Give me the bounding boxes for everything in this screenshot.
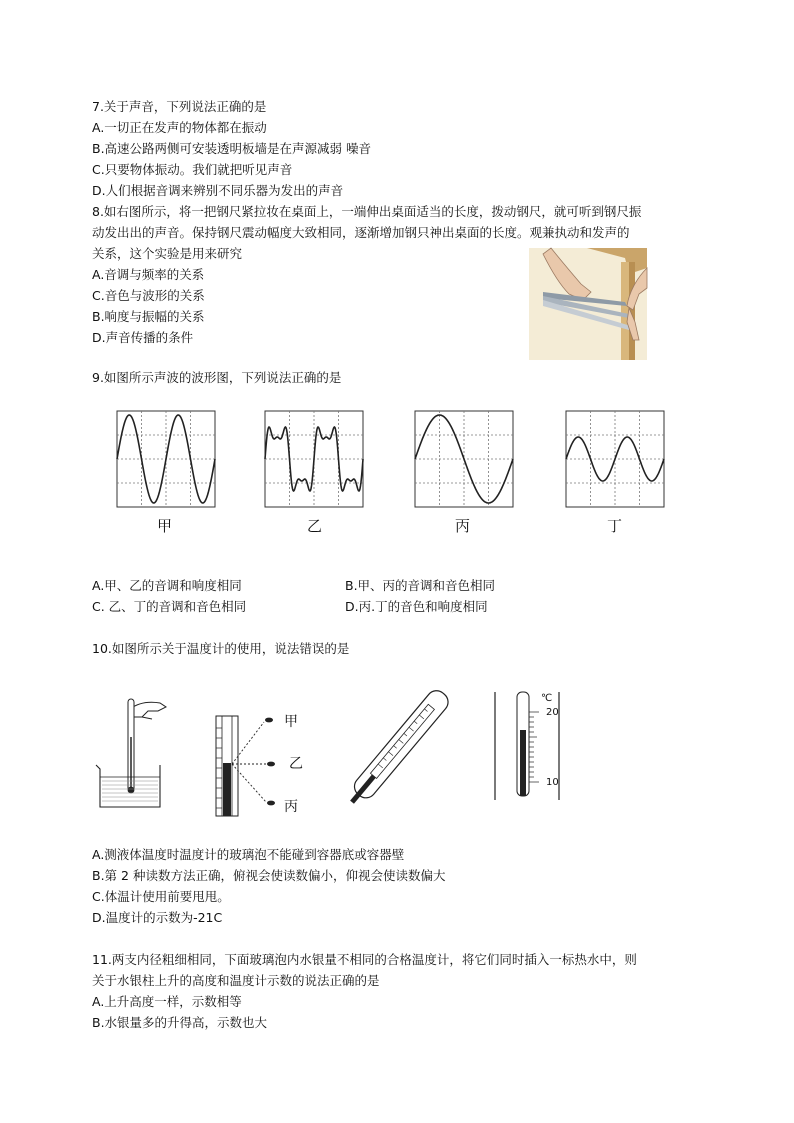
wave-label-ding: 丁 [607,517,623,535]
q8-stem-line-3: 关系，这个实验是用来研究 [92,246,243,261]
q8-stem-line-1: 8.如右图所示，将一把钢尺紧拉妆在桌面上，一端伸出桌面适当的长度，拨动钢尺，就可听到钢尺振 [92,204,642,219]
eye-label-jia: 甲 [284,714,298,730]
q9-option-d: D.丙.丁的音色和响度相同 [345,599,488,614]
q10-option-a: A.测液体温度时温度计的玻璃泡不能碰到容器底或容器壁 [92,847,405,862]
q10-option-c: C.体温计使用前要甩甩。 [92,889,230,904]
waveform-bing [415,411,513,507]
q9-option-c: C. 乙、丁的音调和音色相同 [92,599,247,614]
thermometer-in-beaker-illustration [92,697,172,809]
q7-option-a: A.一切正在发声的物体都在振动 [92,120,267,135]
q11-option-b: B.水银量多的升得高，示数也大 [92,1015,268,1030]
q7-stem: 7.关于声音，下列说法正确的是 [92,99,267,114]
ruler-experiment-illustration [529,248,647,360]
waveform-ding [566,411,664,507]
q9-option-a: A.甲、乙的音调和响度相同 [92,578,242,593]
q7-option-b: B.高速公路两侧可安装透明板墙是在声源减弱 噪音 [92,141,372,156]
q11-stem-line-2: 关于水银柱上升的高度和温度计示数的说法正确的是 [92,973,380,988]
q10-option-b: B.第 2 种读数方法正确，俯视会使读数偏小，仰视会使读数偏大 [92,868,446,883]
q8-option-b: B.响度与振幅的关系 [92,309,205,324]
q7-option-d: D.人们根据音调来辨别不同乐器为发出的声音 [92,183,344,198]
q8-option-d: D.声音传播的条件 [92,330,194,345]
waveform-yi [265,411,363,507]
q8-option-c: C.音色与波形的关系 [92,288,205,303]
scale-label-20: 20 [546,707,559,718]
scale-label-10: 10 [546,777,559,788]
wave-label-yi: 乙 [307,517,323,535]
q9-stem: 9.如图所示声波的波形图，下列说法正确的是 [92,370,342,385]
q7-option-c: C.只要物体振动。我们就把听见声音 [92,162,293,177]
q11-stem-line-1: 11.两支内径粗细相同，下面玻璃泡内水银量不相同的合格温度计，将它们同时插入一标热水中，则 [92,952,637,967]
eye-label-yi: 乙 [289,756,303,772]
q8-option-a: A.音调与频率的关系 [92,267,205,282]
scale-unit: ℃ [541,693,553,704]
clinical-thermometer-illustration [346,680,446,818]
waveform-jia [117,411,215,507]
eye-label-bing: 丙 [284,799,298,815]
q9-option-b: B.甲、丙的音调和音色相同 [345,578,496,593]
q11-option-a: A.上升高度一样，示数相等 [92,994,242,1009]
q10-option-d: D.温度计的示数为-21C [92,910,223,925]
q8-stem-line-2: 动发出出的声音。保持钢尺震动幅度大致相同，逐渐增加钢只神出桌面的长度。观兼执动和发声的 [92,225,630,240]
wave-label-jia: 甲 [157,517,173,535]
q10-stem: 10.如图所示关于温度计的使用，说法错误的是 [92,641,350,656]
wave-label-bing: 丙 [455,517,471,535]
